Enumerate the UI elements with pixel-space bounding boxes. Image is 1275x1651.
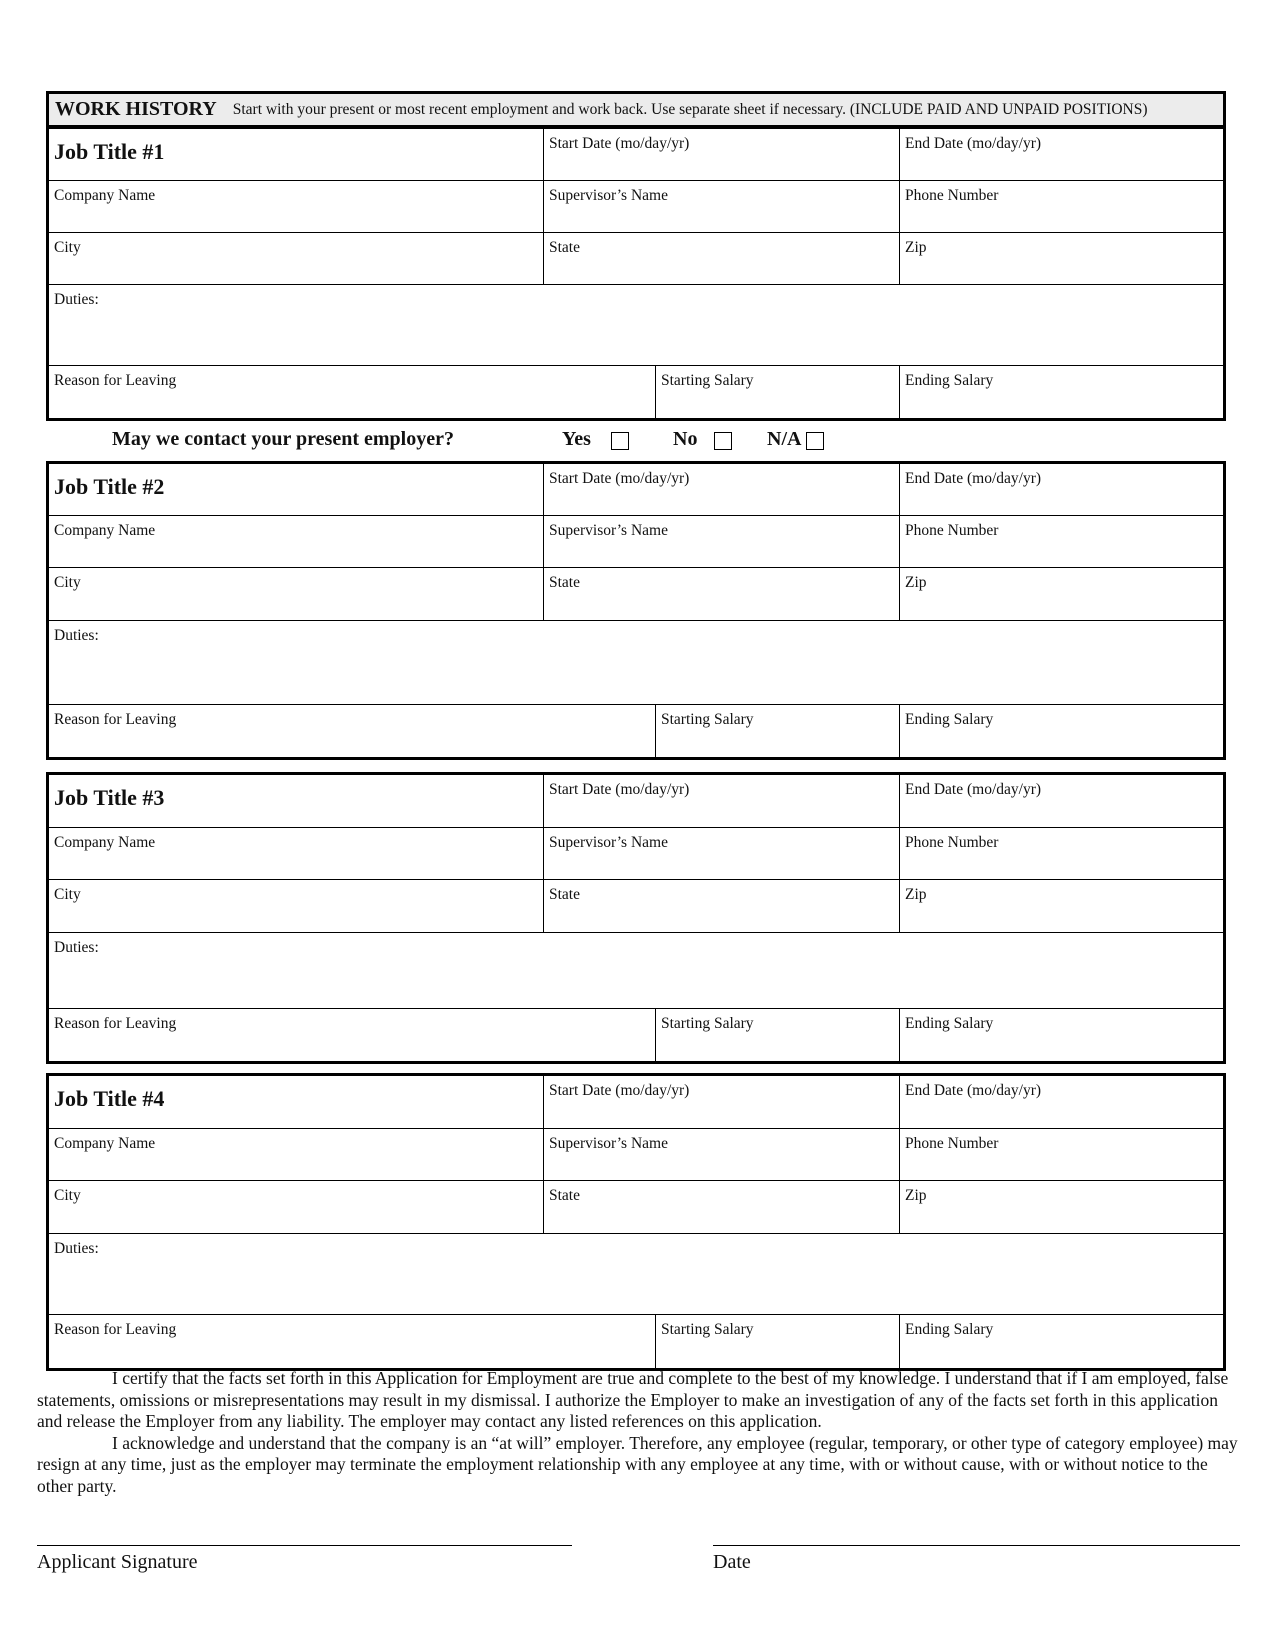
phone-number-field[interactable]: Phone Number [905,1135,999,1152]
job-title-3: Job Title #3 [49,775,544,827]
work-history-title: WORK HISTORY [55,98,217,120]
city-field[interactable]: City [49,233,544,284]
contact-yes-label: Yes [562,428,591,450]
zip-field[interactable]: Zip [905,574,927,591]
supervisor-name-field[interactable]: Supervisor’s Name [544,1129,900,1180]
job-block-1 [46,126,1226,421]
city-field[interactable]: City [49,568,544,620]
phone-number-field[interactable]: Phone Number [905,834,999,851]
at-will-paragraph: I acknowledge and understand that the company is an “at will” employer. Therefore, any employee (regular, temporary, or other type of category employee) may resign at any time, just as the employer may terminate the employment relationship with any employee at any time, with or without cause, with or without notice to the other party. [37,1432,1238,1496]
end-date-field[interactable]: End Date (mo/day/yr) [905,781,1042,798]
supervisor-name-field[interactable]: Supervisor’s Name [544,181,900,232]
company-name-field[interactable]: Company Name [49,516,544,567]
start-date-field[interactable]: Start Date (mo/day/yr) [544,775,900,827]
starting-salary-field[interactable]: Starting Salary [656,1009,900,1061]
company-name-field[interactable]: Company Name [49,181,544,232]
company-name-field[interactable]: Company Name [49,1129,544,1180]
job-title-2: Job Title #2 [49,464,544,515]
starting-salary-field[interactable]: Starting Salary [656,366,900,418]
work-history-header [46,91,1226,128]
contact-no-checkbox[interactable] [714,432,732,450]
zip-field[interactable]: Zip [905,1187,927,1204]
date-line[interactable] [713,1545,1240,1546]
job-title-1: Job Title #1 [49,129,544,180]
end-date-field[interactable]: End Date (mo/day/yr) [905,1082,1042,1099]
duties-field[interactable]: Duties: [54,627,99,644]
start-date-field[interactable]: Start Date (mo/day/yr) [544,1076,900,1128]
date-label: Date [713,1551,751,1573]
job-block-4 [46,1073,1226,1371]
ending-salary-field[interactable]: Ending Salary [905,372,994,389]
contact-yes-checkbox[interactable] [611,432,629,450]
certification-paragraph: I certify that the facts set forth in this Application for Employment are true and complete to the best of my knowledge. I understand that if I am employed, false statements, omissions or misrepresentations may result in my dismissal. I authorize the Employer to make an investigation of any of the facts set forth in this application and release the Employer from any liability. The employer may contact any listed references on this application. [37,1368,1229,1431]
state-field[interactable]: State [544,233,900,284]
certification-text [37,1368,1239,1497]
duties-field[interactable]: Duties: [54,291,99,308]
state-field[interactable]: State [544,568,900,620]
start-date-field[interactable]: Start Date (mo/day/yr) [544,129,900,180]
reason-for-leaving-field[interactable]: Reason for Leaving [49,1009,656,1061]
supervisor-name-field[interactable]: Supervisor’s Name [544,828,900,879]
state-field[interactable]: State [544,1181,900,1233]
duties-field[interactable]: Duties: [54,1240,99,1257]
starting-salary-field[interactable]: Starting Salary [656,1315,900,1368]
job-title-4: Job Title #4 [49,1076,544,1128]
zip-field[interactable]: Zip [905,886,927,903]
ending-salary-field[interactable]: Ending Salary [905,1015,994,1032]
end-date-field[interactable]: End Date (mo/day/yr) [905,470,1042,487]
reason-for-leaving-field[interactable]: Reason for Leaving [49,1315,656,1368]
zip-field[interactable]: Zip [905,239,927,256]
start-date-field[interactable]: Start Date (mo/day/yr) [544,464,900,515]
contact-na-checkbox[interactable] [806,432,824,450]
phone-number-field[interactable]: Phone Number [905,187,999,204]
contact-question-text: May we contact your present employer? [112,428,454,450]
state-field[interactable]: State [544,880,900,932]
applicant-signature-line[interactable] [37,1545,572,1546]
reason-for-leaving-field[interactable]: Reason for Leaving [49,705,656,757]
work-history-instructions: Start with your present or most recent employment and work back. Use separate sheet if necessary. (INCLUDE PAID AND UNPAID POSITIONS) [232,100,1148,118]
reason-for-leaving-field[interactable]: Reason for Leaving [49,366,656,418]
duties-field[interactable]: Duties: [54,939,99,956]
end-date-field[interactable]: End Date (mo/day/yr) [905,135,1042,152]
city-field[interactable]: City [49,880,544,932]
applicant-signature-label: Applicant Signature [37,1551,198,1573]
supervisor-name-field[interactable]: Supervisor’s Name [544,516,900,567]
job-block-2 [46,461,1226,760]
ending-salary-field[interactable]: Ending Salary [905,1321,994,1338]
phone-number-field[interactable]: Phone Number [905,522,999,539]
city-field[interactable]: City [49,1181,544,1233]
company-name-field[interactable]: Company Name [49,828,544,879]
ending-salary-field[interactable]: Ending Salary [905,711,994,728]
job-block-3 [46,772,1226,1064]
contact-no-label: No [673,428,698,450]
starting-salary-field[interactable]: Starting Salary [656,705,900,757]
contact-na-label: N/A [767,428,802,450]
